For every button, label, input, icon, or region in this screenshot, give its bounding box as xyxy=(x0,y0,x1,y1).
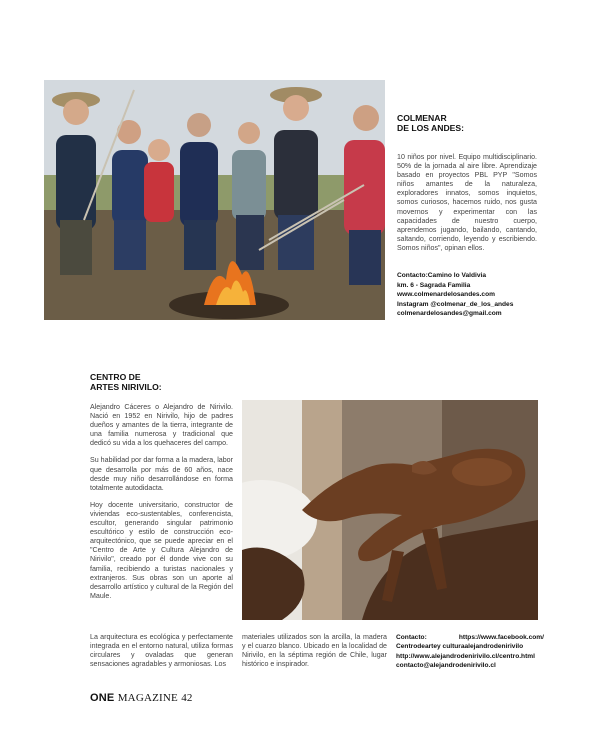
contact-block-nirivilo xyxy=(396,633,544,671)
article-bottom-column-2: materiales utilizados son la arcilla, la madera y el cuarzo blanco. Ubicado en la localidad de Nirivilo, en la séptima región de Chile, lugar histórico e inspirador. xyxy=(242,633,387,669)
page-footer xyxy=(90,692,193,704)
footer-brand: ONE xyxy=(90,692,115,704)
photo-children-campfire xyxy=(44,80,385,320)
contact-website-link[interactable]: www.colmenardelosandes.com xyxy=(397,291,495,299)
section-title-line1: CENTRO DE xyxy=(90,372,141,382)
section-body-colmenar: 10 niños por nivel. Equipo multidisciplinario. 50% de la jornada al aire libre. Aprendizaje basado en proyectos PBL PYP "Somos niños amantes de la naturaleza, exploradores innatos, somos inquietos, somos curiosos, hacemos ruido, nos gusta movernos y experimentar con las capacidades de nuestro cuerpo, aprendemos jugando, bailando, cantando, saltando, corriendo, leyendo y escribiendo. Somos niños", opinan ellos. xyxy=(397,153,537,252)
article-paragraph: Hoy docente universitario, constructor de viviendas eco-sustentables, conferencista, escultor, generando singular patrimonio escultórico y estilo de construcción eco-arquitectónico, que se puede apreciar en el "Centro de Arte y Cultura Alejandro de Nirivilo", creado por él donde vive con su familia, recibiendo a turistas nacionales y extranjeros. Sus obras son un aporte al desarrollo artístico y cultural de la Región del Maule. xyxy=(90,500,233,600)
article-paragraph: Su habilidad por dar forma a la madera, labor que desarrolla por más de 60 años, nace desde muy niño desarrollándose en forma totalmente autodidacta. xyxy=(90,456,233,492)
contact-block-colmenar xyxy=(397,271,547,319)
contact-email-link[interactable]: contacto@alejandrodenirivilo.cl xyxy=(396,662,496,670)
section-title-line2: ARTES NIRIVILO: xyxy=(90,382,162,392)
section-title-line2: DE LOS ANDES: xyxy=(397,123,465,133)
footer-magazine-label: MAGAZINE xyxy=(117,692,178,704)
section-title-colmenar xyxy=(397,113,567,133)
photo-wooden-dog-sculpture xyxy=(242,400,538,620)
contact-website-link[interactable]: http://www.alejandrodenirivilo.cl/centro.html xyxy=(396,652,535,660)
article-bottom-column-1: La arquitectura es ecológica y perfectamente integrada en el entorno natural, utiliza formas circulares y ovaladas que generan sensaciones agradables y armoniosas. Los xyxy=(90,633,233,669)
footer-page-number: 42 xyxy=(181,692,193,704)
contact-email-link[interactable]: colmenardelosandes@gmail.com xyxy=(397,310,502,318)
section-title-line1: COLMENAR xyxy=(397,113,447,123)
contact-label: Contacto: xyxy=(396,634,427,641)
contact-facebook-link-cont[interactable]: Centrodeartey culturaalejandrodenirivilo xyxy=(396,643,524,651)
contact-facebook-link[interactable]: https://www.facebook.com/ xyxy=(458,634,544,641)
article-column-nirivilo xyxy=(90,403,233,609)
contact-instagram-link[interactable]: Instagram @colmenar_de_los_andes xyxy=(397,300,514,308)
contact-address-line: Contacto:Camino lo Valdivia xyxy=(397,272,487,279)
article-paragraph: Alejandro Cáceres o Alejandro de Nirivilo. Nació en 1952 en Nirivilo, hijo de padres dueños y amantes de la tierra, integrante de una familia numerosa y tradicional que dedicó su vida a los quehaceres del campo. xyxy=(90,403,233,448)
section-title-nirivilo xyxy=(90,372,220,392)
contact-address-line: km. 6 - Sagrada Familia xyxy=(397,281,471,289)
contact-first-row xyxy=(396,633,544,642)
